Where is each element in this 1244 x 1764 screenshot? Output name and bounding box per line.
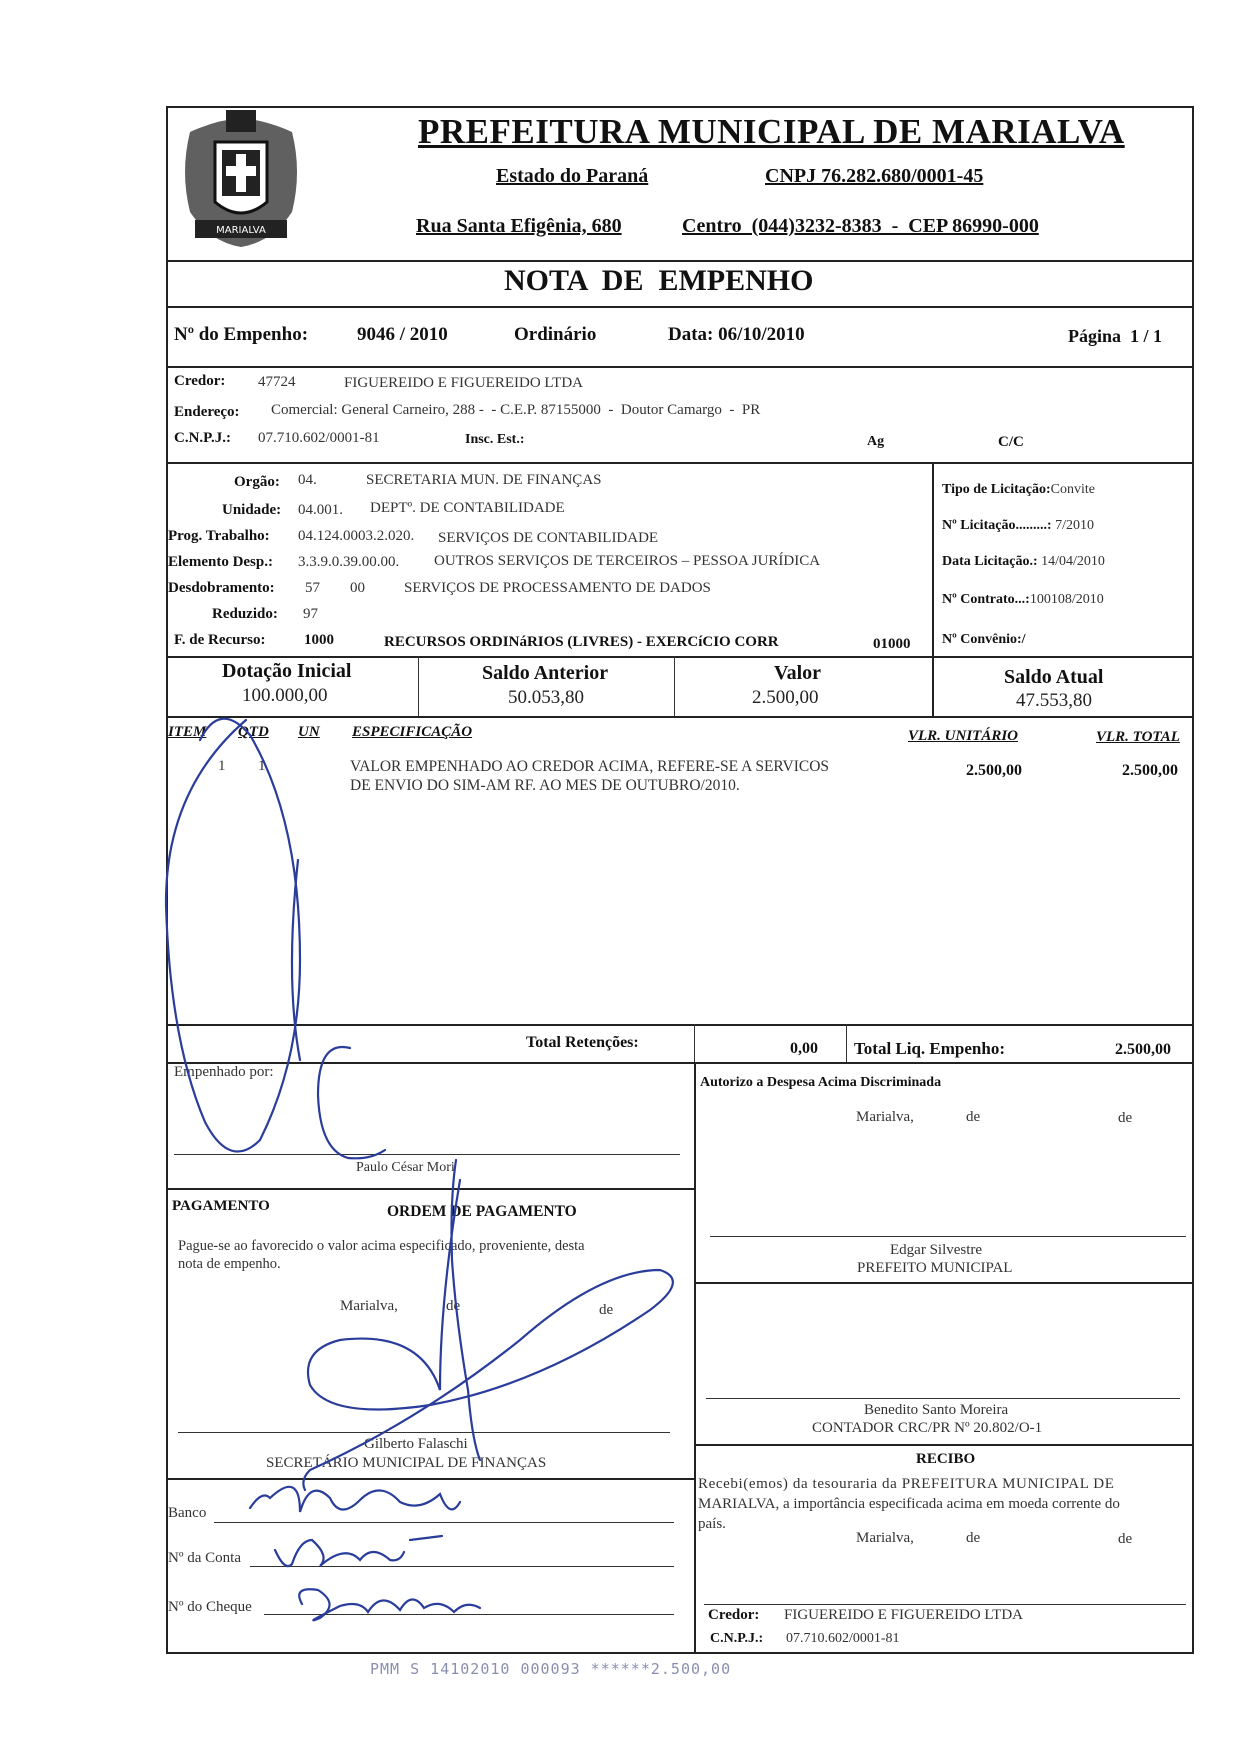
unidade-name: DEPTº. DE CONTABILIDADE <box>370 500 565 516</box>
svg-text:MARIALVA: MARIALVA <box>216 225 266 236</box>
item-spec-line1: VALOR EMPENHADO AO CREDOR ACIMA, REFERE-SE A SERVICOS <box>350 758 830 775</box>
unidade-code: 04.001. <box>298 502 343 518</box>
empenho-label: Nº do Empenho: <box>174 324 309 345</box>
recibo-credor-name: FIGUEREIDO E FIGUEREIDO LTDA <box>784 1607 1024 1623</box>
coat-of-arms-icon <box>170 102 312 254</box>
credor-code: 47724 <box>258 374 296 390</box>
anterior-value: 50.053,80 <box>508 687 584 708</box>
data-licitacao-label: Data Licitação.: <box>942 554 1038 569</box>
data-licitacao <box>942 554 1105 570</box>
convenio-label: Nº Convênio:/ <box>942 632 1026 647</box>
dotacao-value: 100.000,00 <box>242 685 328 706</box>
recibo-city: Marialva, <box>856 1530 914 1546</box>
col-qtd: QTD <box>238 724 269 740</box>
elemento-label: Elemento Desp.: <box>168 554 273 570</box>
tipo-licitacao-value: Convite <box>1050 482 1095 497</box>
desdobramento-label: Desdobramento: <box>168 580 275 596</box>
autorizo-de2: de <box>1118 1110 1133 1126</box>
autorizo-de1: de <box>966 1109 981 1125</box>
retencoes-label: Total Retenções: <box>526 1034 639 1051</box>
recurso-num: 01000 <box>873 636 911 652</box>
col-vlr-unitario: VLR. UNITÁRIO <box>908 728 1019 744</box>
recibo-de1: de <box>966 1530 981 1546</box>
cc-label: C/C <box>998 434 1024 450</box>
cheque-label: Nº do Cheque <box>168 1599 252 1615</box>
prog-code: 04.124.0003.2.020. <box>298 528 415 544</box>
document-title: NOTA DE EMPENHO <box>504 264 814 297</box>
ordem-pagamento-label: ORDEM DE PAGAMENTO <box>387 1203 577 1220</box>
orgao-name: SECRETARIA MUN. DE FINANÇAS <box>366 472 602 488</box>
retencoes-value: 0,00 <box>790 1040 818 1057</box>
credor-address: Comercial: General Carneiro, 288 - - C.E.P. 87155000 - Doutor Camargo - PR <box>271 402 761 418</box>
empenho-date: Data: 06/10/2010 <box>668 324 805 345</box>
recibo-cnpj: 07.710.602/0001-81 <box>786 1631 900 1646</box>
num-licitacao-label: Nº Licitação.........: <box>942 518 1052 533</box>
credor-label: Credor: <box>174 373 226 389</box>
secretario-title: SECRETÁRIO MUNICIPAL DE FINANÇAS <box>266 1455 547 1471</box>
num-licitacao <box>942 518 1094 534</box>
valor-value: 2.500,00 <box>752 687 819 708</box>
recurso-label: F. de Recurso: <box>174 632 266 648</box>
recurso-code: 1000 <box>304 632 334 648</box>
liquido-label: Total Liq. Empenho: <box>854 1039 1005 1058</box>
empenho-type: Ordinário <box>514 324 597 345</box>
data-licitacao-value: 14/04/2010 <box>1041 554 1105 569</box>
atual-value: 47.553,80 <box>1016 690 1092 711</box>
header-state: Estado do Paraná <box>496 165 649 187</box>
tipo-licitacao <box>942 482 1095 498</box>
prog-name: SERVIÇOS DE CONTABILIDADE <box>438 530 659 546</box>
item-spec-line2: DE ENVIO DO SIM-AM RF. AO MES DE OUTUBRO/2010. <box>350 777 740 794</box>
autorizo-label: Autorizo a Despesa Acima Discriminada <box>700 1075 942 1090</box>
pagamento-city: Marialva, <box>340 1298 398 1314</box>
pagamento-text-line2: nota de empenho. <box>178 1256 281 1272</box>
insc-est-label: Insc. Est.: <box>465 432 525 447</box>
recibo-cnpj-label: C.N.P.J.: <box>710 1631 764 1646</box>
item-unit-value: 2.500,00 <box>966 762 1022 779</box>
unidade-label: Unidade: <box>222 502 282 518</box>
liquido-value: 2.500,00 <box>1115 1041 1171 1058</box>
header-cnpj: CNPJ 76.282.680/0001-45 <box>765 165 984 187</box>
dotacao-label: Dotação Inicial <box>222 660 352 682</box>
col-un: UN <box>298 724 320 740</box>
credor-cnpj-label: C.N.P.J.: <box>174 430 231 446</box>
contador-title: CONTADOR CRC/PR Nº 20.802/O-1 <box>812 1420 1043 1436</box>
conta-label: Nº da Conta <box>168 1550 241 1566</box>
recibo-line2: MARIALVA, a importância especificada acima em moeda corrente do <box>698 1496 1120 1512</box>
secretario-name: Gilberto Falaschi <box>364 1436 468 1452</box>
contrato-label: Nº Contrato...: <box>942 592 1030 607</box>
banco-label: Banco <box>168 1505 207 1521</box>
contador-name: Benedito Santo Moreira <box>864 1402 1009 1418</box>
recibo-credor-label: Credor: <box>708 1607 760 1623</box>
address-label: Endereço: <box>174 404 240 420</box>
col-vlr-total: VLR. TOTAL <box>1096 729 1180 745</box>
recibo-de2: de <box>1118 1531 1133 1547</box>
desdobramento-code: 57 <box>305 580 320 596</box>
recibo-line1: Recebi(emos) da tesouraria da PREFEITURA MUNICIPAL DE <box>698 1476 1115 1492</box>
tipo-licitacao-label: Tipo de Licitação: <box>942 482 1051 497</box>
autorizo-city: Marialva, <box>856 1109 914 1125</box>
credor-name: FIGUEREIDO E FIGUEREIDO LTDA <box>344 375 584 391</box>
empenho-number: 9046 / 2010 <box>357 324 448 345</box>
recibo-line3: país. <box>698 1516 726 1532</box>
recibo-title: RECIBO <box>916 1451 976 1467</box>
contrato-value: 100108/2010 <box>1029 592 1104 607</box>
pagamento-de1: de <box>446 1298 461 1314</box>
contrato <box>942 592 1104 608</box>
page-number: Página 1 / 1 <box>1068 326 1163 346</box>
prefeito-title: PREFEITO MUNICIPAL <box>857 1260 1013 1276</box>
col-item: ITEM <box>168 724 207 740</box>
empenhado-label: Empenhado por: <box>174 1064 274 1080</box>
empenhado-name: Paulo César Mori <box>356 1160 455 1175</box>
pagamento-de2: de <box>599 1302 614 1318</box>
header-address: Centro (044)3232-8383 - CEP 86990-000 <box>682 215 1039 237</box>
elemento-name: OUTROS SERVIÇOS DE TERCEIROS – PESSOA JURÍDICA <box>434 553 821 569</box>
anterior-label: Saldo Anterior <box>482 662 609 684</box>
header-street: Rua Santa Efigênia, 680 <box>416 215 622 237</box>
prefeito-name: Edgar Silvestre <box>890 1242 983 1258</box>
credor-cnpj: 07.710.602/0001-81 <box>258 430 380 446</box>
elemento-code: 3.3.9.0.39.00.00. <box>298 554 400 570</box>
reduzido-label: Reduzido: <box>212 606 278 622</box>
mechanical-stamp: PMM S 14102010 000093 ******2.500,00 <box>370 1660 732 1678</box>
pagamento-label: PAGAMENTO <box>172 1198 270 1214</box>
orgao-code: 04. <box>298 472 317 488</box>
atual-label: Saldo Atual <box>1004 666 1104 688</box>
recurso-name: RECURSOS ORDINáRIOS (LIVRES) - EXERCíCIO CORR <box>384 634 779 650</box>
desdobramento-name: SERVIÇOS DE PROCESSAMENTO DE DADOS <box>404 580 711 596</box>
orgao-label: Orgão: <box>234 474 280 490</box>
pagamento-text-line1: Pague-se ao favorecido o valor acima especificado, proveniente, desta <box>178 1238 585 1254</box>
reduzido-value: 97 <box>303 606 318 622</box>
ag-label: Ag <box>867 434 885 449</box>
item-qtd: 1 <box>258 758 266 774</box>
prog-label: Prog. Trabalho: <box>168 528 270 544</box>
valor-label: Valor <box>774 662 822 684</box>
desdobramento-sub: 00 <box>350 580 365 596</box>
header-title: PREFEITURA MUNICIPAL DE MARIALVA <box>418 112 1125 151</box>
item-total-value: 2.500,00 <box>1122 762 1178 779</box>
num-licitacao-value: 7/2010 <box>1055 518 1094 533</box>
col-especificacao: ESPECIFICAÇÃO <box>352 724 473 740</box>
item-number: 1 <box>218 758 226 774</box>
